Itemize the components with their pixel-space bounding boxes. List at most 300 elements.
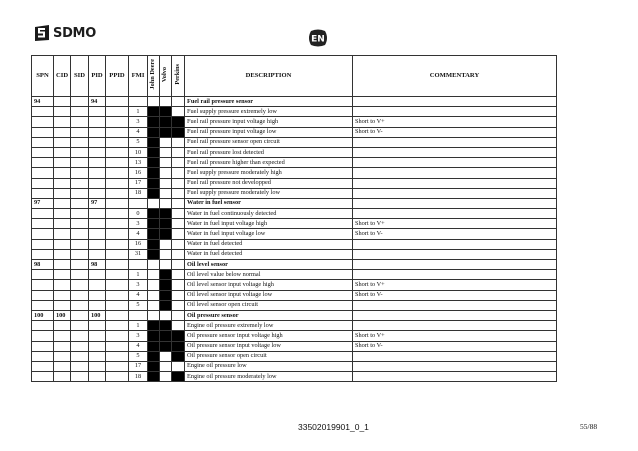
commentary-cell: Short to V+ xyxy=(353,219,557,229)
table-row xyxy=(32,178,557,188)
empty-cell xyxy=(106,209,129,219)
table-row xyxy=(32,137,557,147)
fmi-cell: 13 xyxy=(129,158,148,168)
table-row xyxy=(32,270,557,280)
group-jd-cell xyxy=(148,198,160,208)
volvo-applicability-cell xyxy=(160,372,172,382)
perkins-applicability-cell xyxy=(172,351,185,361)
col-header-cid: CID xyxy=(54,56,71,97)
perkins-applicability-cell xyxy=(172,361,185,371)
perkins-applicability-cell xyxy=(172,300,185,310)
description-cell: Fuel rail pressure input voltage high xyxy=(185,117,353,127)
empty-cell xyxy=(32,107,54,117)
perkins-applicability-cell xyxy=(172,209,185,219)
empty-cell xyxy=(54,321,71,331)
table-body xyxy=(32,97,557,382)
table-row xyxy=(32,117,557,127)
group-fmi-cell xyxy=(129,260,148,270)
col-header-sid: SID xyxy=(71,56,89,97)
commentary-cell xyxy=(353,372,557,382)
john-deere-applicability-cell xyxy=(148,341,160,351)
group-row xyxy=(32,97,557,107)
language-badge-icon xyxy=(307,29,329,47)
group-row xyxy=(32,260,557,270)
commentary-cell: Short to V- xyxy=(353,341,557,351)
empty-cell xyxy=(89,219,106,229)
empty-cell xyxy=(71,351,89,361)
group-spn-cell: 97 xyxy=(32,198,54,208)
volvo-applicability-cell xyxy=(160,137,172,147)
volvo-applicability-cell xyxy=(160,321,172,331)
fmi-cell: 18 xyxy=(129,372,148,382)
table-row xyxy=(32,239,557,249)
empty-cell xyxy=(54,127,71,137)
perkins-applicability-cell xyxy=(172,229,185,239)
description-cell: Water in fuel detected xyxy=(185,239,353,249)
perkins-applicability-cell xyxy=(172,117,185,127)
group-ppid-cell xyxy=(106,260,129,270)
description-cell: Water in fuel input voltage high xyxy=(185,219,353,229)
empty-cell xyxy=(71,178,89,188)
fmi-cell: 5 xyxy=(129,300,148,310)
table-row xyxy=(32,321,557,331)
empty-cell xyxy=(32,188,54,198)
empty-cell xyxy=(106,219,129,229)
table-header-row xyxy=(32,56,557,97)
empty-cell xyxy=(89,158,106,168)
group-perkins-cell xyxy=(172,260,185,270)
commentary-cell xyxy=(353,178,557,188)
col-header-commentary: COMMENTARY xyxy=(353,56,557,97)
empty-cell xyxy=(89,188,106,198)
description-cell: Oil level sensor input voltage high xyxy=(185,280,353,290)
commentary-cell xyxy=(353,249,557,259)
table-row xyxy=(32,290,557,300)
john-deere-applicability-cell xyxy=(148,290,160,300)
table-row xyxy=(32,168,557,178)
volvo-applicability-cell xyxy=(160,107,172,117)
empty-cell xyxy=(71,290,89,300)
table-row xyxy=(32,188,557,198)
group-pid-cell: 94 xyxy=(89,97,106,107)
table-row xyxy=(32,158,557,168)
empty-cell xyxy=(32,372,54,382)
description-cell: Water in fuel continuously detected xyxy=(185,209,353,219)
john-deere-applicability-cell xyxy=(148,280,160,290)
page-number: 55/88 xyxy=(580,422,598,431)
empty-cell xyxy=(54,158,71,168)
group-title: Fuel rail pressure sensor xyxy=(185,97,353,107)
empty-cell xyxy=(32,168,54,178)
group-row xyxy=(32,310,557,320)
john-deere-applicability-cell xyxy=(148,188,160,198)
group-sid-cell xyxy=(71,260,89,270)
fmi-cell: 5 xyxy=(129,137,148,147)
fmi-cell: 16 xyxy=(129,239,148,249)
group-jd-cell xyxy=(148,310,160,320)
fmi-cell: 1 xyxy=(129,270,148,280)
group-volvo-cell xyxy=(160,260,172,270)
volvo-applicability-cell xyxy=(160,127,172,137)
empty-cell xyxy=(71,249,89,259)
volvo-applicability-cell xyxy=(160,341,172,351)
john-deere-applicability-cell xyxy=(148,107,160,117)
description-cell: Water in fuel input voltage low xyxy=(185,229,353,239)
fmi-cell: 18 xyxy=(129,188,148,198)
group-title: Water in fuel sensor xyxy=(185,198,353,208)
empty-cell xyxy=(89,300,106,310)
volvo-applicability-cell xyxy=(160,229,172,239)
description-cell: Oil pressure sensor open circuit xyxy=(185,351,353,361)
table-row xyxy=(32,249,557,259)
group-pid-cell: 100 xyxy=(89,310,106,320)
empty-cell xyxy=(32,280,54,290)
group-jd-cell xyxy=(148,97,160,107)
group-ppid-cell xyxy=(106,198,129,208)
empty-cell xyxy=(106,321,129,331)
volvo-applicability-cell xyxy=(160,361,172,371)
description-cell: Fuel rail pressure not developped xyxy=(185,178,353,188)
volvo-applicability-cell xyxy=(160,239,172,249)
empty-cell xyxy=(71,321,89,331)
fmi-cell: 1 xyxy=(129,107,148,117)
fmi-cell: 5 xyxy=(129,351,148,361)
commentary-cell: Short to V+ xyxy=(353,331,557,341)
empty-cell xyxy=(54,229,71,239)
empty-cell xyxy=(54,147,71,157)
john-deere-applicability-cell xyxy=(148,219,160,229)
commentary-cell: Short to V- xyxy=(353,127,557,137)
group-perkins-cell xyxy=(172,198,185,208)
group-fmi-cell xyxy=(129,97,148,107)
empty-cell xyxy=(89,239,106,249)
empty-cell xyxy=(54,361,71,371)
commentary-cell xyxy=(353,107,557,117)
perkins-applicability-cell xyxy=(172,270,185,280)
empty-cell xyxy=(54,239,71,249)
empty-cell xyxy=(71,331,89,341)
sdmo-logo-icon xyxy=(33,24,51,42)
fmi-cell: 4 xyxy=(129,290,148,300)
language-badge-label: EN xyxy=(311,34,325,45)
commentary-cell xyxy=(353,351,557,361)
group-ppid-cell xyxy=(106,97,129,107)
description-cell: Water in fuel detected xyxy=(185,249,353,259)
perkins-applicability-cell xyxy=(172,249,185,259)
description-cell: Fuel supply pressure moderately low xyxy=(185,188,353,198)
john-deere-applicability-cell xyxy=(148,300,160,310)
empty-cell xyxy=(71,229,89,239)
john-deere-applicability-cell xyxy=(148,158,160,168)
empty-cell xyxy=(106,229,129,239)
perkins-applicability-cell xyxy=(172,168,185,178)
empty-cell xyxy=(71,158,89,168)
empty-cell xyxy=(32,147,54,157)
empty-cell xyxy=(89,178,106,188)
empty-cell xyxy=(89,331,106,341)
empty-cell xyxy=(32,341,54,351)
john-deere-applicability-cell xyxy=(148,147,160,157)
empty-cell xyxy=(32,127,54,137)
john-deere-applicability-cell xyxy=(148,117,160,127)
table-row xyxy=(32,341,557,351)
table-row xyxy=(32,219,557,229)
brand-name: SDMO xyxy=(53,25,96,41)
table-row xyxy=(32,127,557,137)
volvo-applicability-cell xyxy=(160,158,172,168)
table-row xyxy=(32,280,557,290)
empty-cell xyxy=(71,127,89,137)
document-id: 33502019901_0_1 xyxy=(298,422,369,432)
group-spn-cell: 100 xyxy=(32,310,54,320)
fmi-cell: 4 xyxy=(129,341,148,351)
col-header-fmi: FMI xyxy=(129,56,148,97)
empty-cell xyxy=(54,351,71,361)
perkins-applicability-cell xyxy=(172,158,185,168)
john-deere-applicability-cell xyxy=(148,361,160,371)
empty-cell xyxy=(54,270,71,280)
empty-cell xyxy=(71,168,89,178)
commentary-cell xyxy=(353,158,557,168)
empty-cell xyxy=(106,168,129,178)
description-cell: Oil level value below normal xyxy=(185,270,353,280)
group-title: Oil pressure sensor xyxy=(185,310,353,320)
empty-cell xyxy=(89,372,106,382)
empty-cell xyxy=(54,107,71,117)
group-cid-cell: 100 xyxy=(54,310,71,320)
col-header-spn: SPN xyxy=(32,56,54,97)
empty-cell xyxy=(54,341,71,351)
commentary-cell xyxy=(353,270,557,280)
volvo-applicability-cell xyxy=(160,300,172,310)
empty-cell xyxy=(32,321,54,331)
empty-cell xyxy=(71,209,89,219)
empty-cell xyxy=(89,280,106,290)
empty-cell xyxy=(54,168,71,178)
col-header-pid: PID xyxy=(89,56,106,97)
empty-cell xyxy=(106,341,129,351)
empty-cell xyxy=(32,290,54,300)
john-deere-applicability-cell xyxy=(148,137,160,147)
group-spn-cell: 94 xyxy=(32,97,54,107)
empty-cell xyxy=(71,372,89,382)
empty-cell xyxy=(32,300,54,310)
john-deere-applicability-cell xyxy=(148,331,160,341)
description-cell: Fuel rail pressure input voltage low xyxy=(185,127,353,137)
commentary-cell: Short to V+ xyxy=(353,117,557,127)
description-cell: Fuel supply pressure extremely low xyxy=(185,107,353,117)
volvo-applicability-cell xyxy=(160,219,172,229)
description-cell: Oil level sensor open circuit xyxy=(185,300,353,310)
empty-cell xyxy=(71,270,89,280)
perkins-applicability-cell xyxy=(172,127,185,137)
description-cell: Fuel rail pressure higher than expected xyxy=(185,158,353,168)
commentary-cell xyxy=(353,147,557,157)
empty-cell xyxy=(71,361,89,371)
description-cell: Engine oil pressure low xyxy=(185,361,353,371)
empty-cell xyxy=(71,147,89,157)
empty-cell xyxy=(89,249,106,259)
language-badge xyxy=(307,29,329,47)
empty-cell xyxy=(32,229,54,239)
volvo-applicability-cell xyxy=(160,188,172,198)
table-row xyxy=(32,300,557,310)
group-perkins-cell xyxy=(172,310,185,320)
empty-cell xyxy=(89,168,106,178)
description-cell: Fuel rail pressure lost detected xyxy=(185,147,353,157)
empty-cell xyxy=(54,219,71,229)
perkins-applicability-cell xyxy=(172,290,185,300)
fmi-cell: 16 xyxy=(129,168,148,178)
volvo-applicability-cell xyxy=(160,270,172,280)
commentary-cell xyxy=(353,300,557,310)
perkins-applicability-cell xyxy=(172,372,185,382)
group-fmi-cell xyxy=(129,198,148,208)
empty-cell xyxy=(32,351,54,361)
empty-cell xyxy=(106,107,129,117)
group-volvo-cell xyxy=(160,97,172,107)
commentary-cell: Short to V+ xyxy=(353,280,557,290)
fmi-cell: 17 xyxy=(129,361,148,371)
perkins-applicability-cell xyxy=(172,107,185,117)
empty-cell xyxy=(106,117,129,127)
description-cell: Fuel rail pressure sensor open circuit xyxy=(185,137,353,147)
volvo-applicability-cell xyxy=(160,178,172,188)
table-row xyxy=(32,147,557,157)
group-comment-cell xyxy=(353,97,557,107)
col-header-john-deere: John Deere xyxy=(148,56,160,97)
empty-cell xyxy=(106,158,129,168)
description-cell: Fuel supply pressure moderately high xyxy=(185,168,353,178)
empty-cell xyxy=(32,270,54,280)
empty-cell xyxy=(89,341,106,351)
john-deere-applicability-cell xyxy=(148,209,160,219)
group-sid-cell xyxy=(71,198,89,208)
perkins-applicability-cell xyxy=(172,147,185,157)
empty-cell xyxy=(106,178,129,188)
group-pid-cell: 97 xyxy=(89,198,106,208)
empty-cell xyxy=(32,209,54,219)
empty-cell xyxy=(54,209,71,219)
group-fmi-cell xyxy=(129,310,148,320)
volvo-applicability-cell xyxy=(160,117,172,127)
commentary-cell: Short to V- xyxy=(353,290,557,300)
empty-cell xyxy=(32,361,54,371)
empty-cell xyxy=(71,219,89,229)
group-cid-cell xyxy=(54,198,71,208)
empty-cell xyxy=(32,137,54,147)
empty-cell xyxy=(54,300,71,310)
empty-cell xyxy=(106,137,129,147)
table-row xyxy=(32,361,557,371)
fmi-cell: 4 xyxy=(129,229,148,239)
empty-cell xyxy=(106,290,129,300)
fmi-cell: 3 xyxy=(129,331,148,341)
empty-cell xyxy=(106,331,129,341)
table-row xyxy=(32,331,557,341)
col-header-description: DESCRIPTION xyxy=(185,56,353,97)
group-pid-cell: 98 xyxy=(89,260,106,270)
group-cid-cell xyxy=(54,260,71,270)
commentary-cell xyxy=(353,239,557,249)
empty-cell xyxy=(71,300,89,310)
description-cell: Oil pressure sensor input voltage high xyxy=(185,331,353,341)
fault-code-table xyxy=(31,55,557,382)
john-deere-applicability-cell xyxy=(148,229,160,239)
volvo-applicability-cell xyxy=(160,280,172,290)
empty-cell xyxy=(54,331,71,341)
empty-cell xyxy=(106,188,129,198)
description-cell: Oil level sensor input voltage low xyxy=(185,290,353,300)
empty-cell xyxy=(32,331,54,341)
perkins-applicability-cell xyxy=(172,341,185,351)
col-header-ppid: PPID xyxy=(106,56,129,97)
empty-cell xyxy=(71,188,89,198)
commentary-cell xyxy=(353,209,557,219)
empty-cell xyxy=(54,137,71,147)
empty-cell xyxy=(54,249,71,259)
fmi-cell: 4 xyxy=(129,127,148,137)
group-comment-cell xyxy=(353,198,557,208)
empty-cell xyxy=(106,239,129,249)
empty-cell xyxy=(71,107,89,117)
description-cell: Engine oil pressure moderately low xyxy=(185,372,353,382)
perkins-applicability-cell xyxy=(172,280,185,290)
empty-cell xyxy=(106,280,129,290)
commentary-cell xyxy=(353,361,557,371)
empty-cell xyxy=(89,361,106,371)
group-sid-cell xyxy=(71,97,89,107)
perkins-applicability-cell xyxy=(172,239,185,249)
group-comment-cell xyxy=(353,260,557,270)
empty-cell xyxy=(106,372,129,382)
col-header-volvo: Volvo xyxy=(160,56,172,97)
volvo-applicability-cell xyxy=(160,249,172,259)
col-header-perkins: Perkins xyxy=(172,56,185,97)
empty-cell xyxy=(106,249,129,259)
fmi-cell: 17 xyxy=(129,178,148,188)
empty-cell xyxy=(106,300,129,310)
table-row xyxy=(32,209,557,219)
group-comment-cell xyxy=(353,310,557,320)
group-sid-cell xyxy=(71,310,89,320)
perkins-applicability-cell xyxy=(172,178,185,188)
john-deere-applicability-cell xyxy=(148,321,160,331)
empty-cell xyxy=(54,178,71,188)
table-row xyxy=(32,107,557,117)
empty-cell xyxy=(54,280,71,290)
john-deere-applicability-cell xyxy=(148,168,160,178)
empty-cell xyxy=(89,137,106,147)
commentary-cell xyxy=(353,321,557,331)
fmi-cell: 3 xyxy=(129,219,148,229)
empty-cell xyxy=(89,321,106,331)
volvo-applicability-cell xyxy=(160,290,172,300)
empty-cell xyxy=(71,280,89,290)
commentary-cell xyxy=(353,188,557,198)
volvo-applicability-cell xyxy=(160,351,172,361)
empty-cell xyxy=(89,290,106,300)
empty-cell xyxy=(54,290,71,300)
fmi-cell: 0 xyxy=(129,209,148,219)
empty-cell xyxy=(89,209,106,219)
empty-cell xyxy=(106,361,129,371)
empty-cell xyxy=(32,249,54,259)
description-cell: Engine oil pressure extremely low xyxy=(185,321,353,331)
john-deere-applicability-cell xyxy=(148,372,160,382)
john-deere-applicability-cell xyxy=(148,270,160,280)
empty-cell xyxy=(106,147,129,157)
